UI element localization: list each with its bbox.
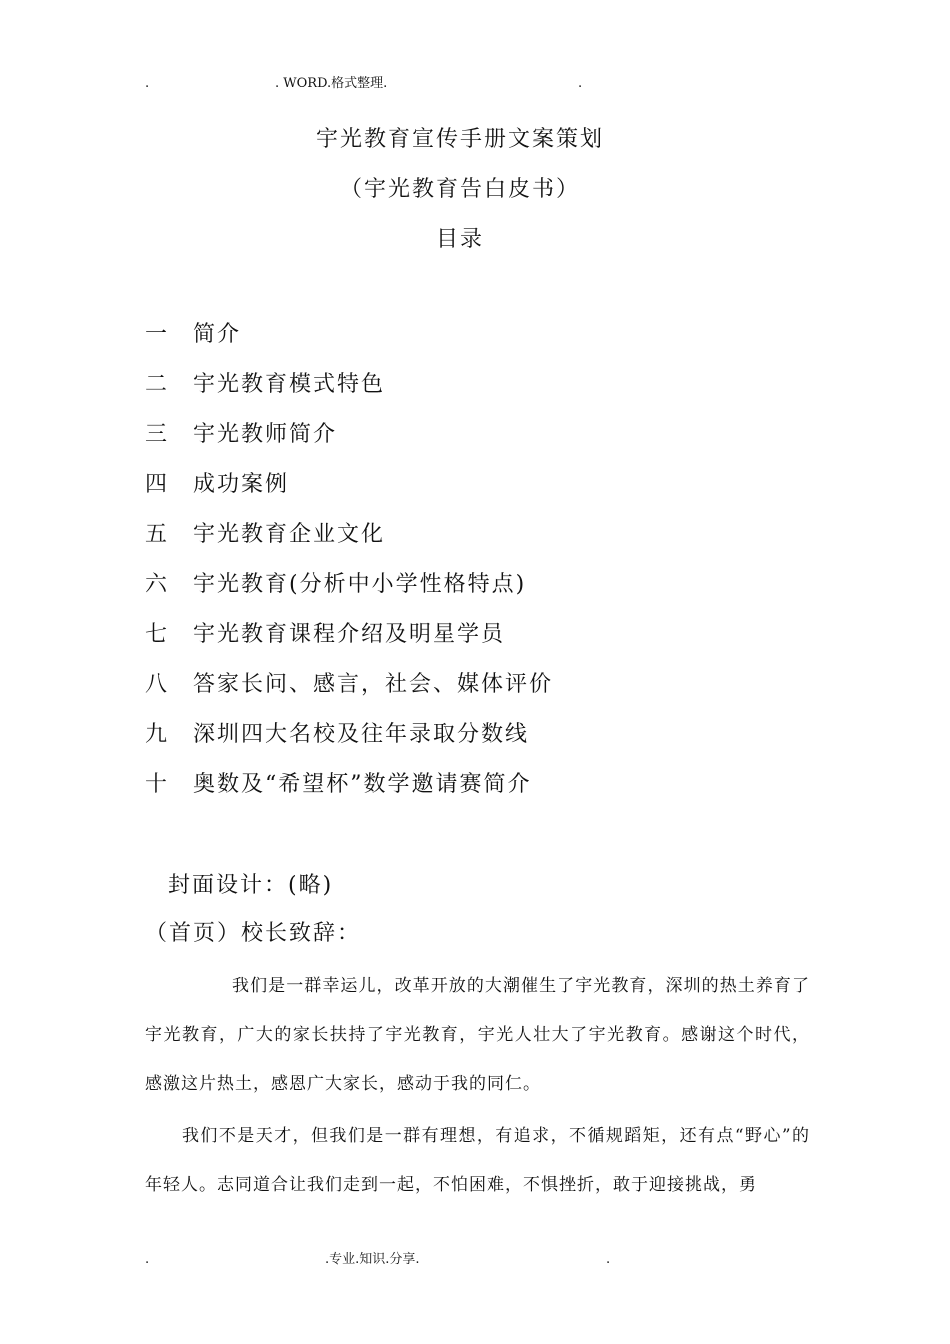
- toc-item: [145, 468, 553, 518]
- header-dot-left: .: [145, 76, 150, 91]
- document-subtitle: （宇光教育告白皮书）: [339, 177, 580, 202]
- footer-dot-right: .: [606, 1252, 611, 1267]
- toc-item: [145, 368, 553, 418]
- toc-item: [145, 618, 553, 668]
- toc-number: 三: [145, 422, 170, 447]
- toc-number: 五: [145, 522, 170, 547]
- toc-label: 奥数及“希望杯”数学邀请赛简介: [193, 772, 532, 797]
- header-dot-right: .: [578, 76, 583, 91]
- toc-label: 宇光教育(分析中小学性格特点): [193, 572, 527, 597]
- toc-item: [145, 518, 553, 568]
- toc-number: 一: [145, 322, 170, 347]
- toc-label: 答家长问、感言，社会、媒体评价: [193, 672, 554, 697]
- toc-number: 八: [145, 672, 170, 697]
- toc-label: 简介: [193, 322, 242, 347]
- toc-item: [145, 668, 553, 718]
- toc-label: 成功案例: [193, 472, 290, 497]
- toc-heading: 目录: [435, 227, 484, 252]
- toc-item: [145, 768, 553, 818]
- toc-number: 七: [145, 622, 170, 647]
- table-of-contents: [145, 318, 553, 818]
- toc-label: 宇光教师简介: [193, 422, 338, 447]
- foreword-heading: （首页）校长致辞：: [145, 921, 362, 946]
- toc-label: 宇光教育模式特色: [193, 372, 386, 397]
- foreword-paragraph-1: 我们是一群幸运儿，改革开放的大潮催生了宇光教育，深圳的热土养育了宇光教育，广大的家长扶持了宇光教育，宇光人壮大了宇光教育。感谢这个时代，感激这片热土，感恩广大家长，感动于我的同仁。: [145, 976, 810, 1094]
- toc-label: 宇光教育企业文化: [193, 522, 386, 547]
- header-text: . WORD.格式整理.: [275, 76, 388, 91]
- toc-number: 九: [145, 722, 170, 747]
- toc-label: 宇光教育课程介绍及明星学员: [193, 622, 506, 647]
- toc-label: 深圳四大名校及往年录取分数线: [193, 722, 530, 747]
- toc-item: [145, 418, 553, 468]
- toc-number: 十: [145, 772, 170, 797]
- foreword-paragraph-2: 我们不是天才，但我们是一群有理想，有追求，不循规蹈矩，还有点“野心”的年轻人。志同道合让我们走到一起，不怕困难，不惧挫折，敢于迎接挑战，勇: [145, 1126, 810, 1195]
- toc-number: 四: [145, 472, 170, 497]
- cover-design-note: 封面设计：(略): [168, 873, 334, 898]
- document-title: 宇光教育宣传手册文案策划: [315, 127, 604, 152]
- toc-item: [145, 568, 553, 618]
- toc-item: [145, 718, 553, 768]
- footer-dot-left: .: [145, 1252, 150, 1267]
- toc-number: 二: [145, 372, 170, 397]
- footer-text: .专业.知识.分享.: [325, 1252, 420, 1267]
- toc-number: 六: [145, 572, 170, 597]
- toc-item: [145, 318, 553, 368]
